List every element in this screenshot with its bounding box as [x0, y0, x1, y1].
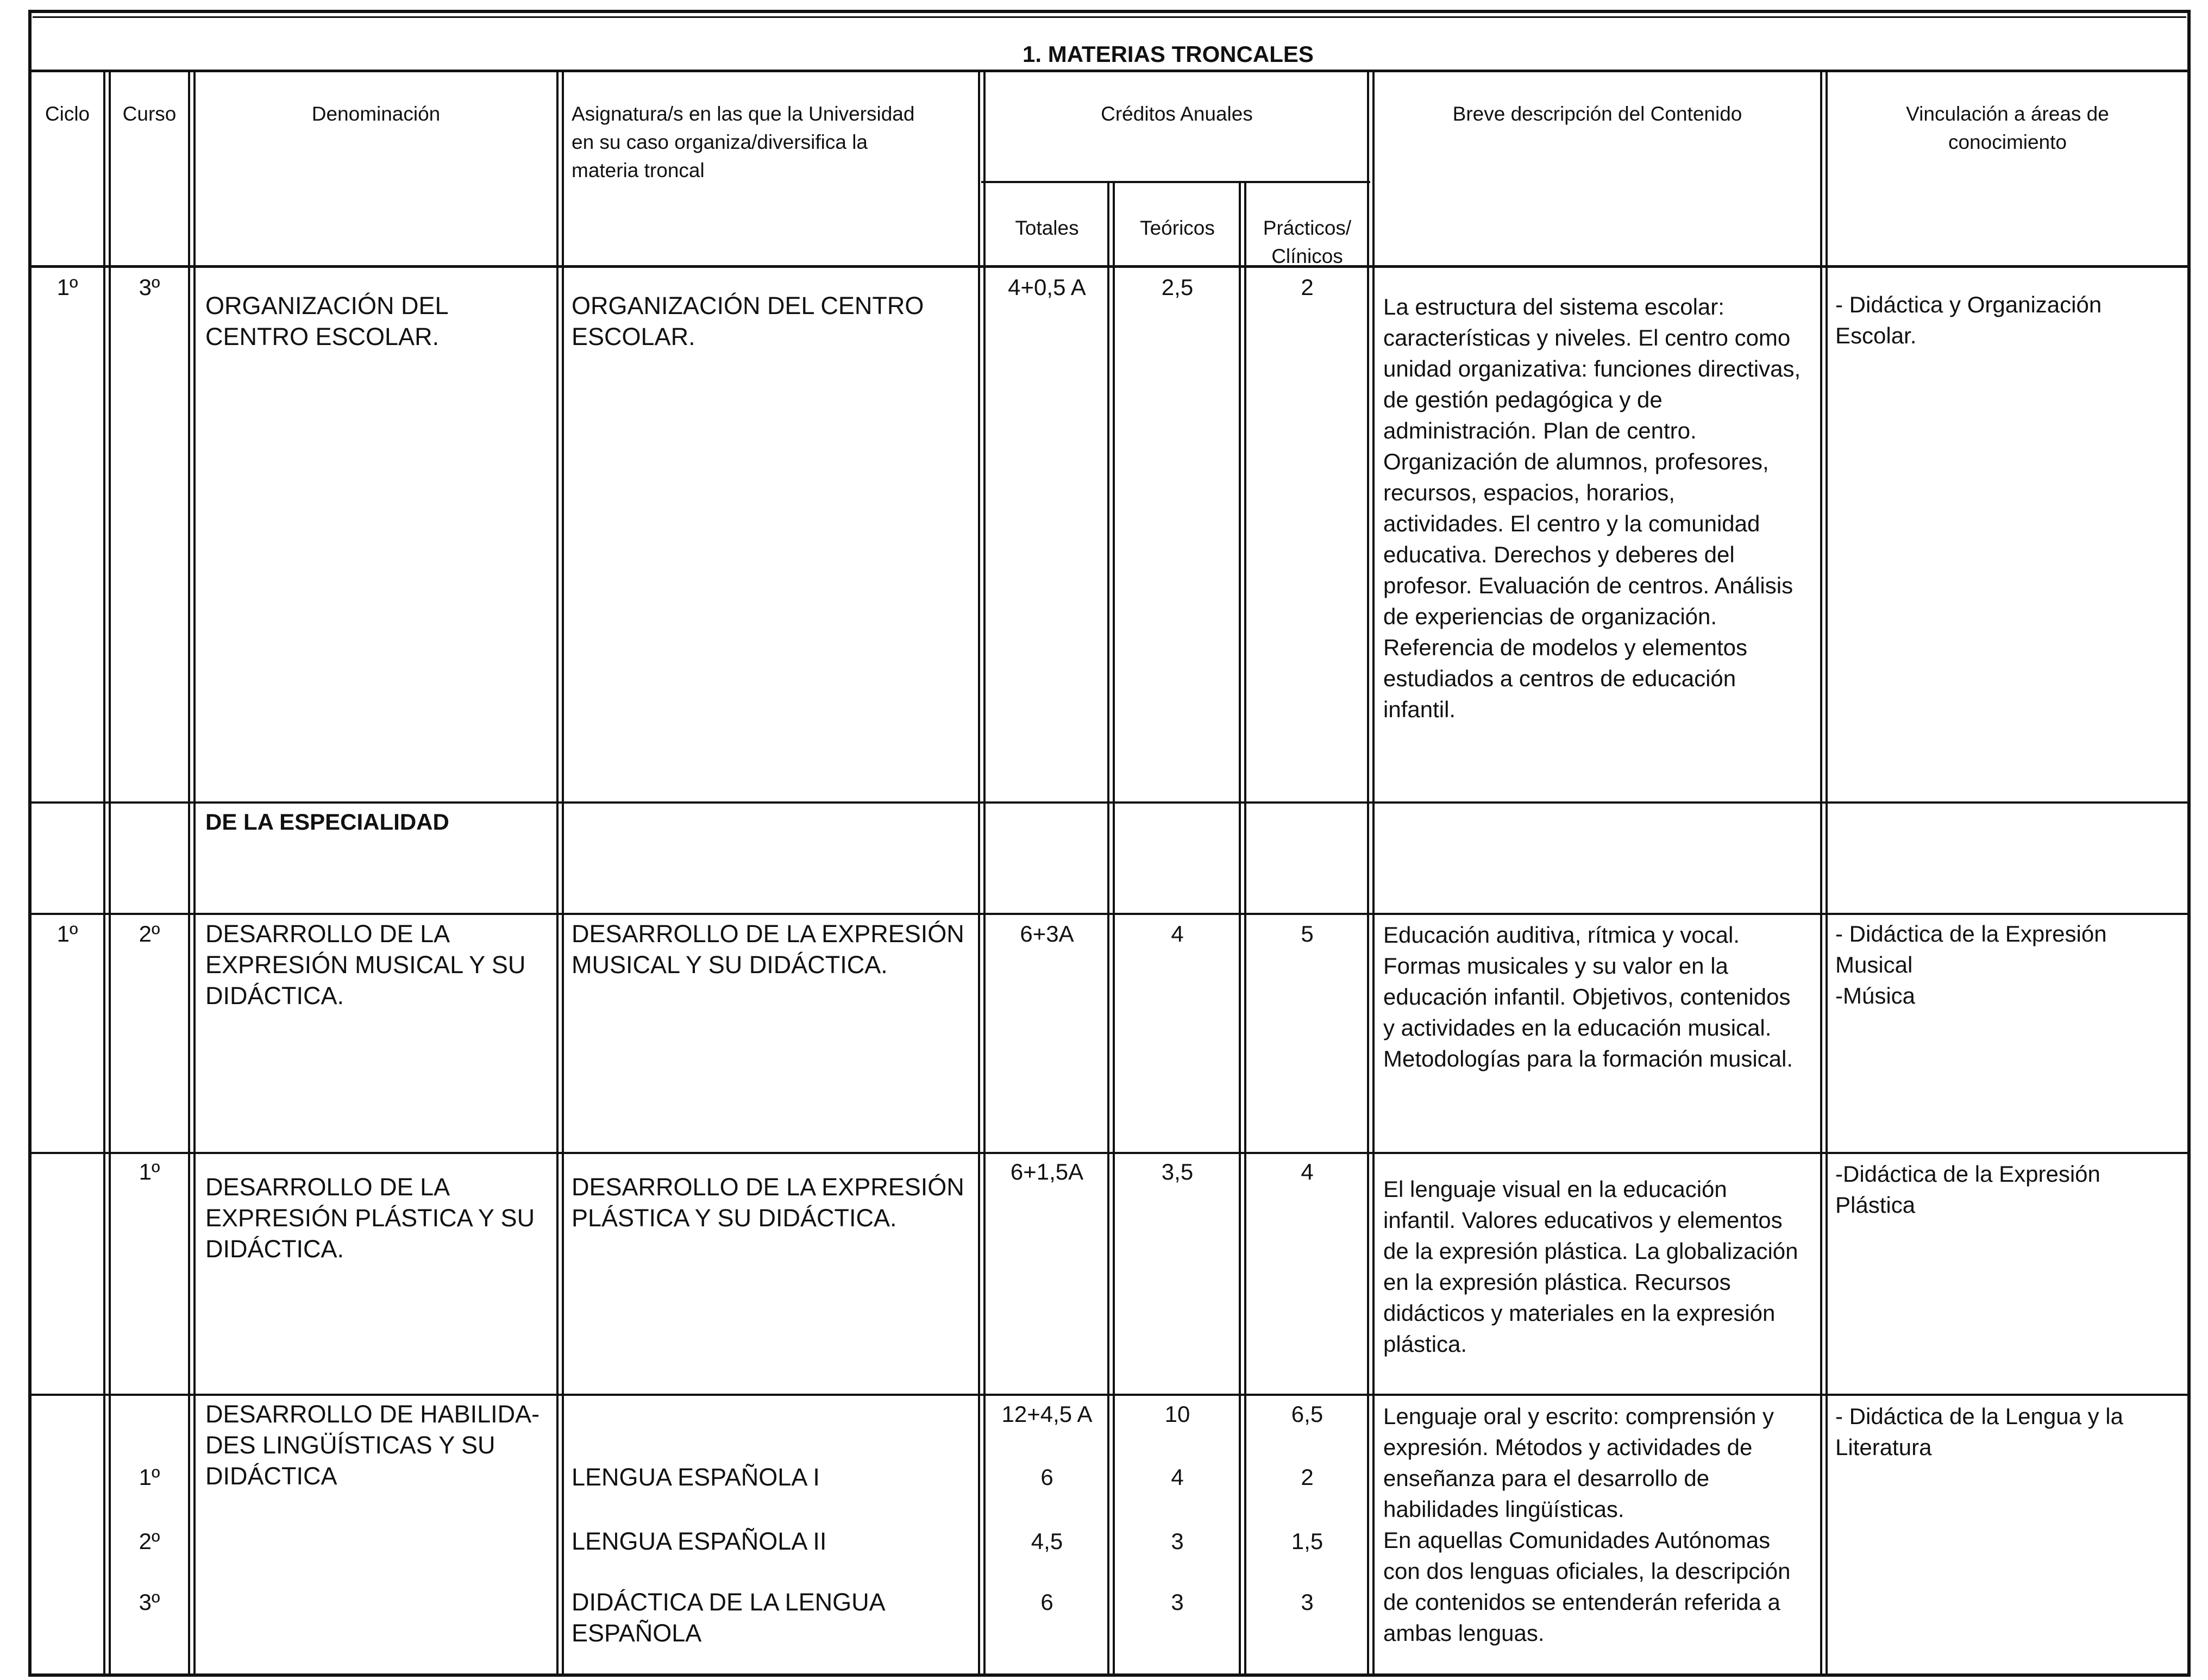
row5-denominacion: DESARROLLO DE HABILIDA- DES LINGÜÍSTICAS Y SU DIDÁCTICA [205, 1400, 540, 1490]
row4-totales: 6+1,5A [1010, 1159, 1084, 1184]
row3-practicos: 5 [1301, 921, 1314, 946]
row4-curso: 1º [139, 1159, 160, 1184]
rule-creditos-sub [981, 181, 1370, 183]
section-heading: DE LA ESPECIALIDAD [205, 809, 449, 835]
row5-sub3-totales: 6 [1040, 1589, 1053, 1615]
table-border-left [28, 10, 32, 1677]
header-descripcion: Breve descripción del Contenido [1452, 103, 1742, 125]
col-rule-1b [109, 71, 111, 1676]
row1-descripcion: La estructura del sistema escolar: características y niveles. El centro como unidad organizativa: funciones directivas, de gestión pedagógica y de administración. Plan de centro. Organización de alumnos, profesores, recursos, espacios, horarios, actividades. El centro y la comunidad educativa. Derechos y deberes del profesor. Evaluación de centros. Análisis de experiencias de organización. Referencia de modelos y elementos estudiados a centros de educación infantil. [1383, 294, 1801, 722]
row1-ciclo: 1º [57, 274, 78, 300]
row5-sub1-asignatura: LENGUA ESPAÑOLA I [572, 1463, 820, 1491]
rule-row1-bottom [28, 801, 2191, 804]
rule-title-bottom [28, 70, 2191, 72]
row1-denominacion: ORGANIZACIÓN DEL CENTRO ESCOLAR. [205, 292, 449, 350]
col-rule-2b [193, 71, 196, 1676]
table-title: 1. MATERIAS TRONCALES [1023, 41, 1314, 67]
row4-denominacion: DESARROLLO DE LA EXPRESIÓN PLÁSTICA Y SU DIDÁCTICA. [205, 1173, 535, 1263]
row5-sub2-totales: 4,5 [1031, 1528, 1063, 1554]
header-teoricos: Teóricos [1140, 217, 1215, 239]
row3-asignatura: DESARROLLO DE LA EXPRESIÓN MUSICAL Y SU DIDÁCTICA. [572, 920, 964, 979]
row5-sub3-teoricos: 3 [1171, 1589, 1184, 1615]
row5-sub3-curso: 3º [139, 1589, 160, 1615]
row5-sub2-practicos: 1,5 [1291, 1528, 1323, 1554]
col-rule-6b [1244, 182, 1246, 1676]
row4-practicos: 4 [1301, 1159, 1314, 1184]
row1-totales: 4+0,5 A [1008, 274, 1086, 300]
col-rule-5b [1113, 182, 1115, 1676]
row5-sub1-teoricos: 4 [1171, 1464, 1184, 1490]
row1-curso: 3º [139, 274, 160, 300]
header-creditos: Créditos Anuales [1101, 103, 1253, 125]
row1-vinculacion: - Didáctica y Organización Escolar. [1835, 292, 2102, 348]
row5-vinculacion: - Didáctica de la Lengua y la Literatura [1835, 1403, 2123, 1460]
row4-descripcion: El lenguaje visual en la educación infantil. Valores educativos y elementos de la expresión plástica. La globalización en la expresión plástica. Recursos didácticos y materiales en la expresión plástica. [1383, 1176, 1798, 1357]
col-rule-4b [983, 71, 986, 1676]
row3-vinculacion: - Didáctica de la Expresión Musical -Música [1835, 921, 2107, 1008]
header-ciclo: Ciclo [45, 103, 90, 125]
row3-descripcion: Educación auditiva, rítmica y vocal. Formas musicales y su valor en la educación infantil. Objetivos, contenidos y actividades en la educación musical. Metodologías para la formación musical. [1383, 922, 1793, 1071]
row5-practicos: 6,5 [1291, 1401, 1323, 1427]
row3-curso: 2º [139, 921, 160, 946]
row5-sub1-practicos: 2 [1301, 1464, 1314, 1490]
rule-row4-bottom [28, 1394, 2191, 1396]
row5-sub2-curso: 2º [139, 1528, 160, 1554]
table-border-top [28, 10, 2191, 13]
col-rule-8a [1820, 71, 1822, 1676]
rule-row3-bottom [28, 1152, 2191, 1154]
col-rule-7a [1367, 71, 1369, 1676]
row5-sub2-teoricos: 3 [1171, 1528, 1184, 1554]
header-vinculacion: Vinculación a áreas de conocimiento [1906, 103, 2109, 153]
row4-teoricos: 3,5 [1161, 1159, 1194, 1184]
header-totales: Totales [1015, 217, 1079, 239]
row1-asignatura: ORGANIZACIÓN DEL CENTRO ESCOLAR. [572, 292, 924, 350]
row1-teoricos: 2,5 [1161, 274, 1194, 300]
rule-section-bottom [28, 913, 2191, 915]
col-rule-7b [1372, 71, 1375, 1676]
col-rule-8b [1826, 71, 1828, 1676]
row3-denominacion: DESARROLLO DE LA EXPRESIÓN MUSICAL Y SU DIDÁCTICA. [205, 920, 526, 1010]
row5-sub3-asignatura: DIDÁCTICA DE LA LENGUA ESPAÑOLA [572, 1588, 886, 1647]
col-rule-6a [1239, 182, 1241, 1676]
row3-teoricos: 4 [1171, 921, 1184, 946]
col-rule-2a [188, 71, 190, 1676]
row3-totales: 6+3A [1020, 921, 1074, 946]
col-rule-3b [562, 71, 564, 1676]
col-rule-4a [978, 71, 980, 1676]
row3-ciclo: 1º [57, 921, 78, 946]
header-practicos: Prácticos/ Clínicos [1263, 217, 1352, 267]
row5-sub2-asignatura: LENGUA ESPAÑOLA II [572, 1527, 827, 1555]
table-border-top-inner [33, 16, 2186, 18]
row5-sub3-practicos: 3 [1301, 1589, 1314, 1615]
row4-asignatura: DESARROLLO DE LA EXPRESIÓN PLÁSTICA Y SU DIDÁCTICA. [572, 1173, 964, 1232]
row5-sub1-curso: 1º [139, 1464, 160, 1490]
row1-practicos: 2 [1301, 274, 1314, 300]
col-rule-5a [1107, 182, 1109, 1676]
row5-descripcion: Lenguaje oral y escrito: comprensión y expresión. Métodos y actividades de enseñanza para el desarrollo de habilidades lingüísticas. En aquellas Comunidades Autónomas con dos lenguas oficiales, la descripción de contenidos se entenderán referida a ambas lenguas. [1383, 1403, 1791, 1646]
header-curso: Curso [122, 103, 177, 125]
row4-vinculacion: -Didáctica de la Expresión Plástica [1835, 1161, 2100, 1218]
header-asignaturas: Asignatura/s en las que la Universidad en su caso organiza/diversifica la materia troncal [572, 103, 915, 181]
col-rule-3a [556, 71, 559, 1676]
row5-totales: 12+4,5 A [1001, 1401, 1093, 1427]
row5-sub1-totales: 6 [1040, 1464, 1053, 1490]
row5-teoricos: 10 [1164, 1401, 1190, 1427]
rule-header-bottom [28, 265, 2191, 268]
col-rule-1a [103, 71, 105, 1676]
table-border-right [2187, 10, 2191, 1677]
table-border-bottom [28, 1673, 2191, 1677]
header-denominacion: Denominación [311, 103, 441, 125]
